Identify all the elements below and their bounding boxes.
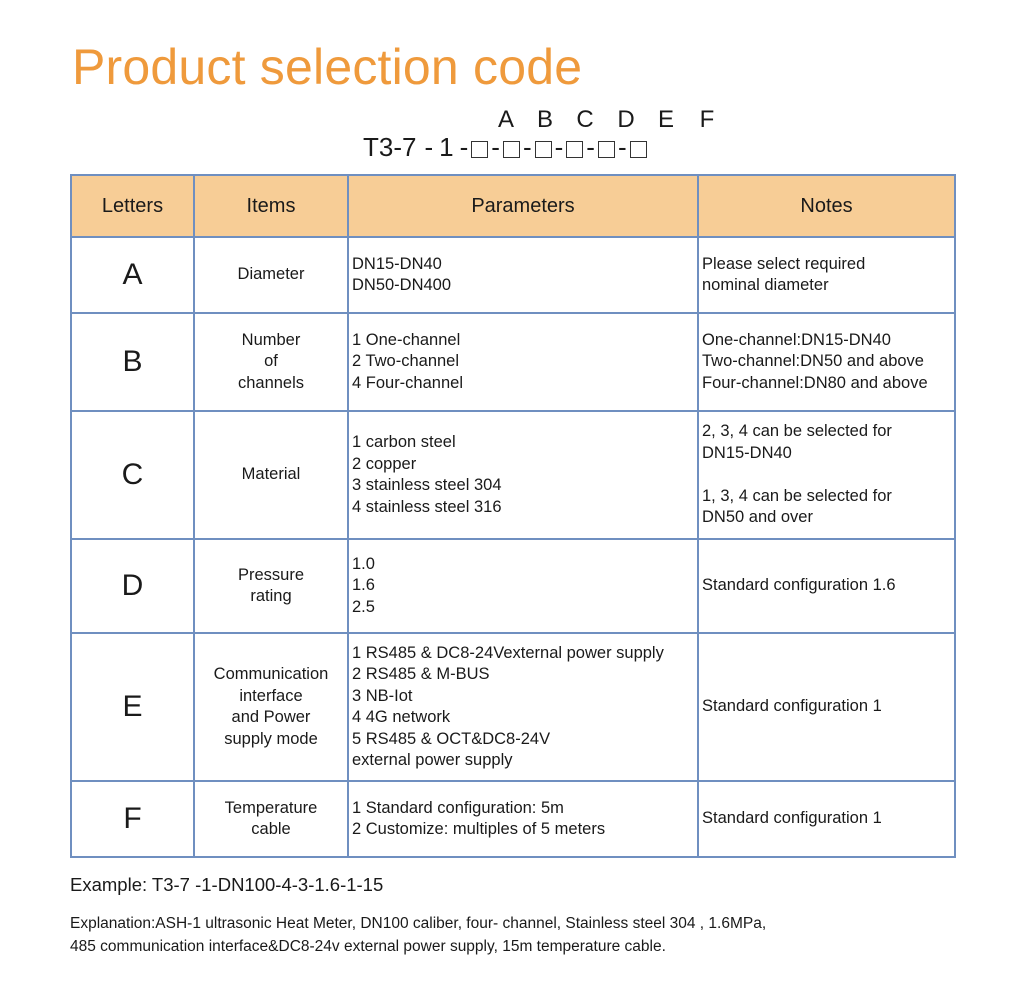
row-notes	[698, 411, 955, 539]
item-line: interface	[239, 686, 303, 705]
selection-table	[70, 174, 956, 858]
item-line: channels	[237, 373, 305, 392]
note-line: 1, 3, 4 can be selected for	[702, 486, 892, 505]
param-line: 1.6	[352, 576, 375, 595]
row-item	[194, 539, 348, 633]
item-line: rating	[250, 587, 292, 605]
code-letter-b: B	[536, 106, 553, 133]
explanation-paragraph	[70, 912, 970, 958]
param-line: 5 RS485 & OCT&DC8-24V	[352, 729, 551, 748]
item-line: Communication	[213, 665, 329, 683]
item-line: Pressure	[237, 565, 305, 584]
note-line: 2, 3, 4 can be selected for	[702, 422, 892, 441]
item-line: Number	[241, 330, 301, 349]
code-letter-d: D	[617, 106, 635, 133]
param-line: 2 RS485 & M-BUS	[352, 665, 490, 683]
code-dash: -	[522, 132, 532, 162]
note-spacer	[702, 464, 951, 486]
code-box-f	[630, 141, 647, 158]
param-line: 3 NB-Iot	[352, 686, 413, 705]
code-prefix: T3-7	[363, 132, 417, 162]
param-line: 1.0	[352, 554, 375, 573]
row-parameters	[348, 411, 698, 539]
param-line: 1 carbon steel	[352, 433, 456, 451]
row-parameters	[348, 539, 698, 633]
header-parameters: Parameters	[348, 175, 698, 237]
code-letter-c: C	[576, 106, 594, 133]
header-letters: Letters	[71, 175, 194, 237]
row-letter: E	[71, 633, 194, 781]
note-line: Four-channel:DN80 and above	[702, 373, 928, 392]
table-header-row	[71, 175, 955, 237]
row-parameters	[348, 313, 698, 411]
code-box-c	[535, 141, 552, 158]
selection-code-template	[363, 106, 743, 166]
row-item	[194, 411, 348, 539]
item-line: Temperature	[224, 798, 318, 817]
note-line: DN15-DN40	[702, 443, 792, 462]
param-line: 1 RS485 & DC8-24Vexternal power supply	[352, 643, 664, 662]
row-letter: D	[71, 539, 194, 633]
note-line: DN50 and over	[702, 508, 813, 527]
header-notes: Notes	[698, 175, 955, 237]
row-notes	[698, 539, 955, 633]
param-line: 1 Standard configuration: 5m	[352, 798, 564, 817]
row-letter: A	[71, 237, 194, 313]
table-row	[71, 633, 955, 781]
row-item	[194, 313, 348, 411]
row-letter: F	[71, 781, 194, 857]
row-item	[194, 237, 348, 313]
item-line: Diameter	[237, 265, 305, 284]
note-line: Two-channel:DN50 and above	[702, 352, 924, 371]
example-line: Example: T3-7 -1-DN100-4-3-1.6-1-15	[70, 874, 384, 895]
row-item	[194, 633, 348, 781]
param-line: 2 copper	[352, 454, 417, 473]
table-row	[71, 539, 955, 633]
table-row	[71, 237, 955, 313]
item-line: cable	[251, 820, 291, 838]
note-line: Standard configuration 1.6	[702, 576, 896, 595]
item-line: and Power	[231, 708, 311, 726]
header-items: Items	[194, 175, 348, 237]
param-line: 1 One-channel	[352, 330, 461, 349]
code-box-b	[503, 141, 520, 158]
row-parameters	[348, 633, 698, 781]
row-notes	[698, 633, 955, 781]
param-line: 4 4G network	[352, 708, 451, 726]
param-line: external power supply	[352, 751, 513, 769]
note-line: Please select required	[702, 254, 866, 273]
code-dash: -	[617, 132, 627, 162]
row-notes	[698, 237, 955, 313]
note-line: nominal diameter	[702, 276, 829, 294]
explanation-line: 485 communication interface&DC8-24v external power supply, 15m temperature cable.	[70, 938, 666, 955]
param-line: 4 Four-channel	[352, 373, 463, 392]
code-letter-e: E	[657, 106, 674, 133]
item-line: supply mode	[224, 729, 318, 748]
param-line: DN50-DN400	[352, 276, 452, 294]
row-parameters	[348, 781, 698, 857]
code-line	[363, 132, 648, 163]
param-line: 2 Two-channel	[352, 352, 460, 371]
code-dash: -	[424, 132, 434, 162]
row-letter: B	[71, 313, 194, 411]
note-line: Standard configuration 1	[702, 809, 882, 828]
note-line: Standard configuration 1	[702, 697, 882, 716]
param-line: 2 Customize: multiples of 5 meters	[352, 820, 606, 838]
row-item	[194, 781, 348, 857]
param-line: 4 stainless steel 316	[352, 497, 502, 516]
item-line: Material	[241, 465, 301, 484]
explanation-line: Explanation:ASH-1 ultrasonic Heat Meter, DN100 caliber, four- channel, Stainless steel 304 , 1.6MPa,	[70, 915, 767, 932]
table-row	[71, 781, 955, 857]
code-dash: -	[554, 132, 564, 162]
item-line: of	[264, 352, 278, 371]
row-notes	[698, 781, 955, 857]
page-title: Product selection code	[72, 39, 583, 95]
code-mid: 1	[439, 132, 454, 162]
param-line: 3 stainless steel 304	[352, 476, 502, 494]
code-dash: -	[491, 132, 500, 162]
param-line: 2.5	[352, 597, 375, 616]
table-row	[71, 313, 955, 411]
code-letter-f: F	[699, 106, 715, 133]
row-notes	[698, 313, 955, 411]
code-box-a	[471, 141, 488, 158]
row-parameters	[348, 237, 698, 313]
param-line: DN15-DN40	[352, 254, 442, 273]
code-dash: -	[586, 132, 595, 162]
table-row	[71, 411, 955, 539]
code-dash: -	[459, 132, 469, 162]
code-letter-a: A	[497, 106, 514, 133]
row-letter: C	[71, 411, 194, 539]
code-box-d	[566, 141, 583, 158]
note-line: One-channel:DN15-DN40	[702, 330, 891, 349]
code-box-e	[598, 141, 615, 158]
